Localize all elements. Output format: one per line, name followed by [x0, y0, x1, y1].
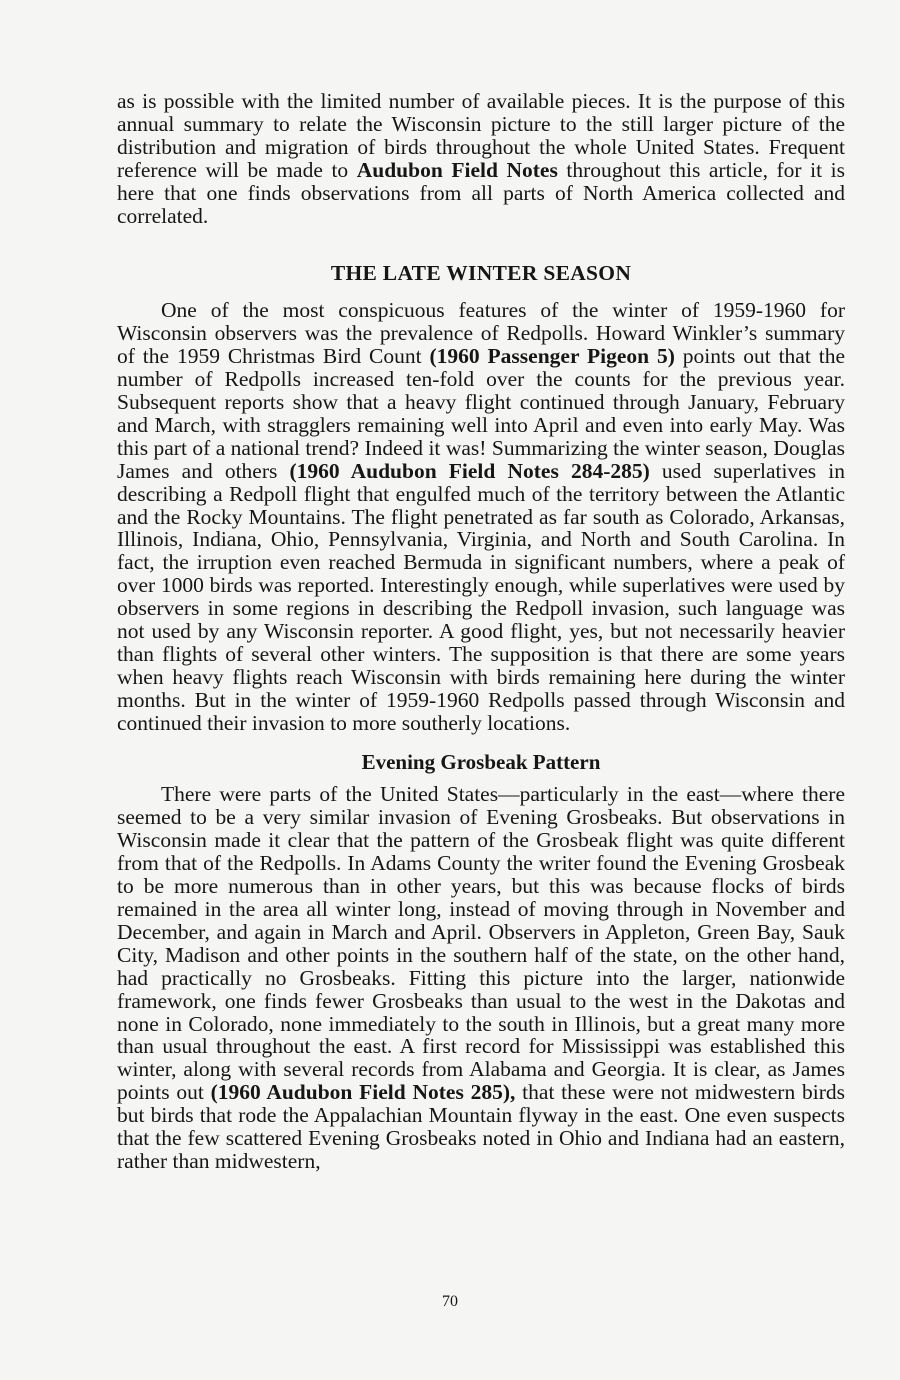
- section-heading-late-winter: THE LATE WINTER SEASON: [330, 261, 632, 286]
- late-winter-text-2: points out that the number of Redpolls increased ten-fold over the counts for the previous year. Subsequent reports show that a heavy flight continued through January, February and March, with stragglers remaining well into April and even into early May. Was this part of a national trend? Indeed it was! Summarizing the winter season, Douglas James and others: [117, 344, 845, 483]
- late-winter-bold-ref-1: (1960 Passenger Pigeon 5): [429, 344, 675, 369]
- late-winter-bold-ref-2: (1960 Audubon Field Notes 284-285): [289, 458, 650, 483]
- late-winter-text-1: One of the most conspicuous features of the winter of 1959-1960 for Wisconsin observers was the prevalence of Redpolls. Howard Winkler’s summary of the 1959 Christmas Bird Count: [117, 298, 845, 369]
- text-column: [117, 90, 845, 1173]
- late-winter-text-3: used superlatives in describing a Redpoll flight that engulfed much of the territory between the Atlantic and the Rocky Mountains. The flight penetrated as far south as Colorado, Arkansas, Illinois, Indiana, Ohio, Pennsylvania, Virginia, and North and South Carolina. In fact, the irruption even reached Bermuda in significant numbers, where a peak of over 1000 birds was reported. Interestingly enough, while superlatives were used by observers in some regions in describing the Redpoll invasion, such language was not used by any Wisconsin reporter. A good flight, yes, but not necessarily heavier than flights of several other winters. The supposition is that there are some years when heavy flights reach Wisconsin with birds remaining here during the winter months. But in the winter of 1959-1960 Redpolls passed through Wisconsin and continued their invasion to more southerly locations.: [117, 458, 845, 735]
- grosbeak-text-1: There were parts of the United States—particularly in the east—where there seemed to be a very similar invasion of Evening Grosbeaks. But observations in Wisconsin made it clear that the pattern of the Grosbeak flight was quite different from that of the Redpolls. In Adams County the writer found the Evening Grosbeak to be more numerous than in other years, but this was because flocks of birds remained in the area all winter long, instead of moving through in November and December, and again in March and April. Observers in Appleton, Green Bay, Sauk City, Madison and other points in the southern half of the state, on the other hand, had practically no Grosbeaks. Fitting this picture into the larger, nationwide framework, one finds fewer Grosbeaks than usual to the west in the Dakotas and none in Colorado, none immediately to the south in Illinois, but a great many more than usual throughout the east. A first record for Mississippi was established this winter, along with several records from Alabama and Georgia. It is clear, as James points out: [117, 782, 845, 1105]
- grosbeak-paragraph: [117, 783, 845, 1172]
- grosbeak-text-2: that these were not midwestern birds but birds that rode the Appalachian Mountain flyway in the east. One even suspects that the few scattered Evening Grosbeaks noted in Ohio and Indiana had an eastern, rather than midwestern,: [117, 1080, 845, 1173]
- section-heading-grosbeak: Evening Grosbeak Pattern: [361, 749, 601, 774]
- page-number: 70: [442, 1293, 458, 1310]
- intro-bold-ref: Audubon Field Notes: [356, 157, 558, 182]
- intro-text-2: throughout this article, for it is here that one finds observations from all parts of North America collected and correlated.: [117, 157, 845, 228]
- intro-text-1: as is possible with the limited number of available pieces. It is the purpose of this annual summary to relate the Wisconsin picture to the still larger picture of the distribution and migration of birds throughout the whole United States. Frequent reference will be made to: [117, 89, 845, 182]
- late-winter-paragraph: [117, 299, 845, 734]
- intro-paragraph: [117, 90, 845, 227]
- grosbeak-bold-ref: (1960 Audubon Field Notes 285),: [210, 1080, 516, 1105]
